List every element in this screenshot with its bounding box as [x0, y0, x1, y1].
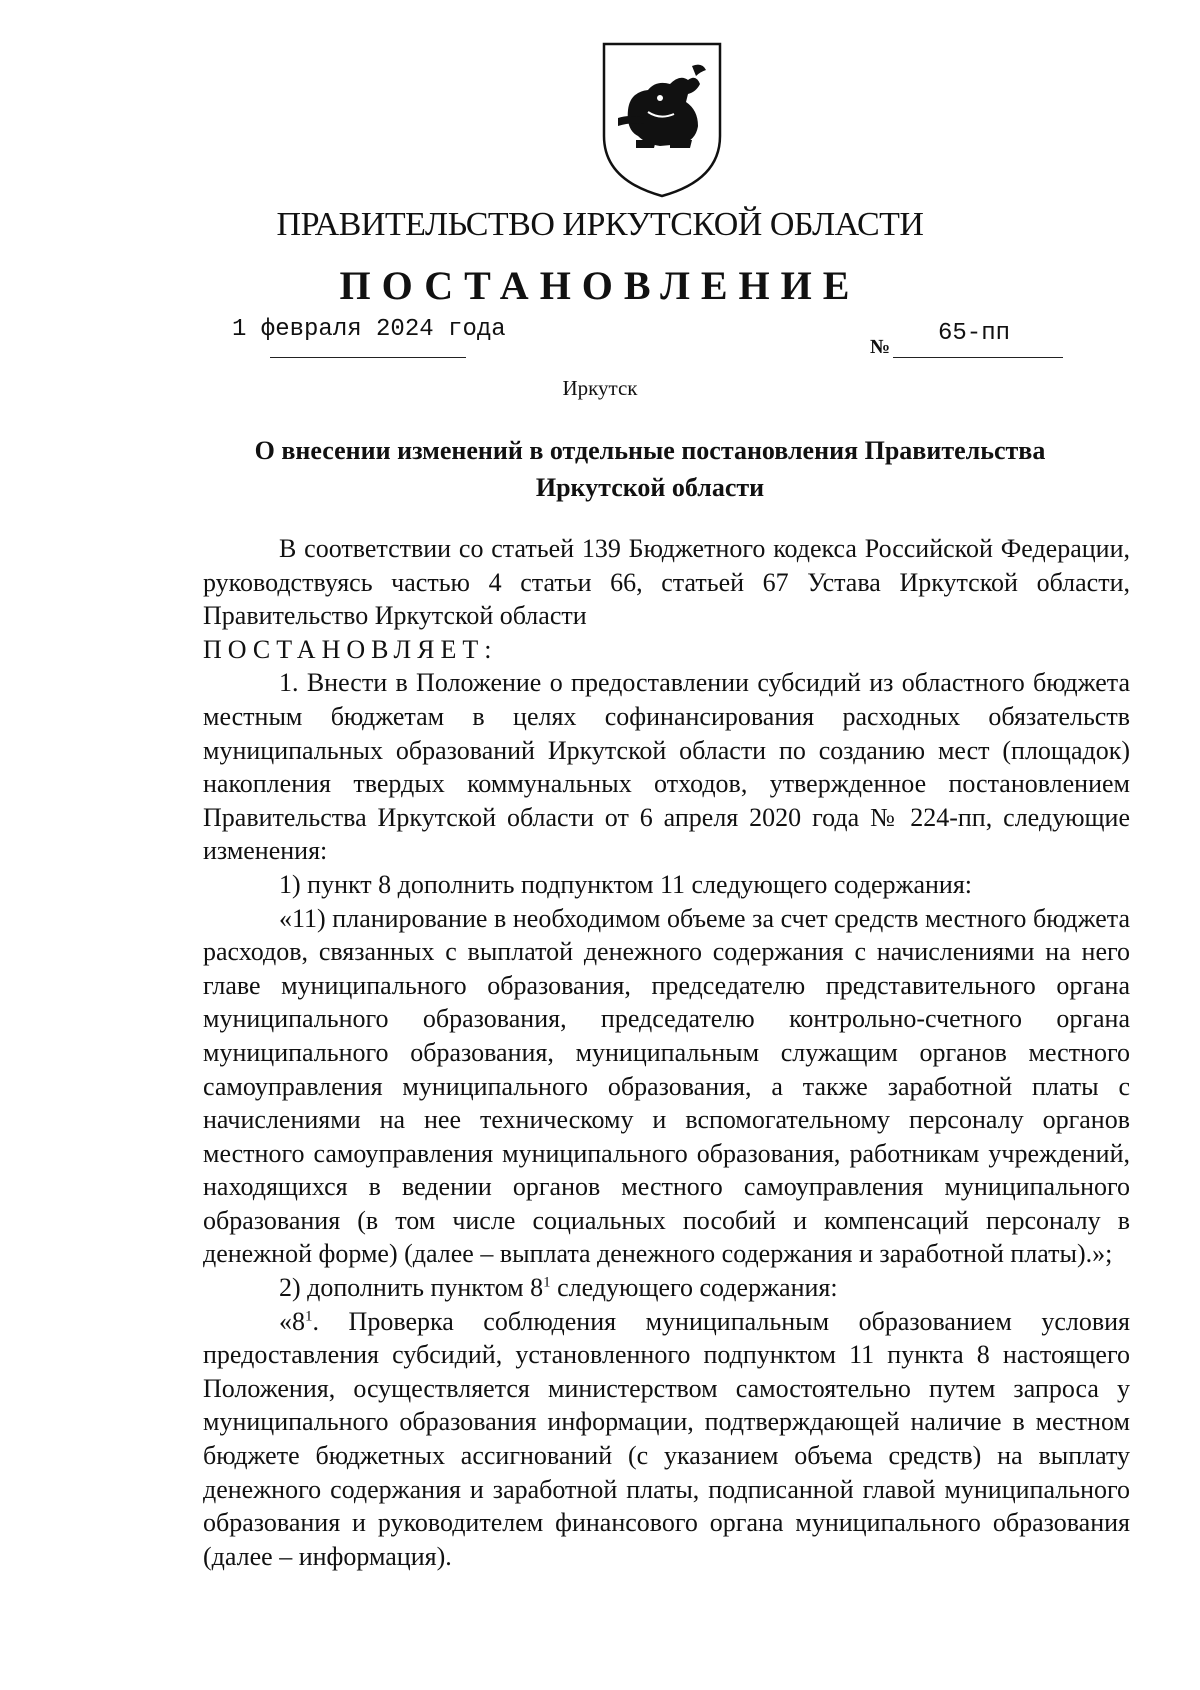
quote-1-paragraph: «11) планирование в необходимом объеме за счет средств местного бюджета расходов, связанных с выплатой денежного содержания с начислениями на него главе муниципального образования, председателю представительного органа муниципального образования, председателю контрольно-счетного органа муниципального образования, муниципальным служащим органов местного самоуправления муниципального образования, а также заработной платы с начислениями на нее техническому и вспомогательному персоналу органов местного самоуправления муниципального образования, работникам учреждений, находящихся в ведении органов местного самоуправления муниципального образования (в том числе социальных пособий и компенсаций персоналу в денежной форме) (далее – выплата денежного содержания и заработной платы).»;: [203, 903, 1130, 1269]
organization-title: ПРАВИТЕЛЬСТВО ИРКУТСКОЙ ОБЛАСТИ: [276, 206, 924, 243]
document-city: Иркутск: [562, 376, 638, 400]
subitem-2-text: 2) дополнить пунктом 8: [279, 1273, 544, 1303]
document-number: 65-пп: [938, 320, 1011, 347]
document-subject: [200, 432, 1100, 506]
number-underline: [893, 357, 1063, 358]
document-type-title: ПОСТАНОВЛЕНИЕ: [339, 263, 861, 308]
quote-2-paragraph: [203, 1305, 1130, 1574]
irkutsk-coat-of-arms-icon: [600, 40, 724, 200]
subitem-2-paragraph: [203, 1271, 1130, 1305]
document-body: [203, 532, 1130, 1573]
subitem-2-superscript: 1: [543, 1274, 551, 1291]
item-1-paragraph: 1. Внести в Положение о предоставлении субсидий из областного бюджета местным бюджетам в целях софинансирования расходных обязательств муниципальных образований Иркутской области по созданию мест (площадок) накопления твердых коммунальных отходов, утвержденное постановлением Правительства Иркутской области от 6 апреля 2020 года № 224-пп, следующие изменения:: [203, 668, 1130, 866]
subject-line-1: О внесении изменений в отдельные постановления Правительства: [254, 436, 1046, 465]
subitem-2-text-end: следующего содержания:: [550, 1273, 838, 1303]
quote-2-text: «8: [279, 1306, 305, 1336]
date-underline: [270, 357, 466, 358]
document-number-label: №: [870, 336, 891, 358]
resolves-heading: ПОСТАНОВЛЯЕТ:: [203, 634, 498, 664]
subitem-1-paragraph: 1) пункт 8 дополнить подпунктом 11 следующего содержания:: [279, 869, 972, 899]
document-date: 1 февраля 2024 года: [232, 316, 506, 343]
quote-2-superscript: 1: [305, 1308, 313, 1324]
quote-2-text-end: . Проверка соблюдения муниципальным образованием условия предоставления субсидий, установленного подпунктом 11 пункта 8 настоящего Положения, осуществляется министерством самостоятельно путем запроса у муниципального образования информации, подтверждающей наличие в местном бюджете бюджетных ассигнований (с указанием объема средств) на выплату денежного содержания и заработной платы, подписанной главой муниципального образования и руководителем финансового органа муниципального образования (далее – информация).: [203, 1306, 1130, 1571]
subject-line-2: Иркутской области: [535, 473, 765, 502]
preamble-paragraph: В соответствии со статьей 139 Бюджетного кодекса Российской Федерации, руководствуясь частью 4 статьи 66, статьей 67 Устава Иркутской области, Правительство Иркутской области: [203, 534, 1130, 631]
